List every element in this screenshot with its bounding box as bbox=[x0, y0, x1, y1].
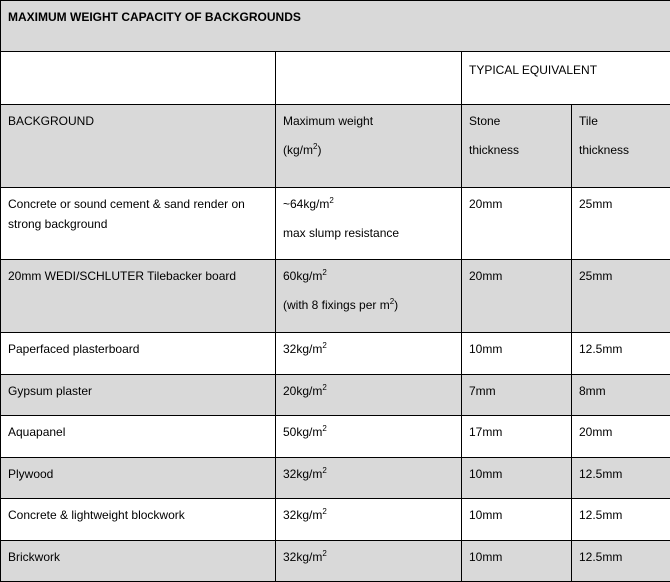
header-tile-sub: thickness bbox=[579, 140, 663, 160]
header-stone bbox=[462, 105, 572, 188]
cell-stone: 10mm bbox=[462, 541, 572, 582]
table-row bbox=[1, 260, 670, 333]
table-title-row bbox=[1, 1, 670, 52]
table-row bbox=[1, 188, 670, 260]
cell-weight: $\sim 64kg/m^2$ max slump resistance bbox=[276, 188, 462, 260]
cell-background: Paperfaced plasterboard bbox=[1, 333, 276, 375]
table-row bbox=[1, 416, 670, 458]
cell-tile: 12.5mm bbox=[572, 333, 670, 375]
cell-weight: $20kg/m^2$ bbox=[276, 375, 462, 416]
cell-background: 20mm WEDI/SCHLUTER Tilebacker board bbox=[1, 260, 276, 333]
header-tile bbox=[572, 105, 670, 188]
header-max-weight bbox=[276, 105, 462, 188]
cell-background: Concrete or sound cement & sand render on strong background bbox=[1, 188, 276, 260]
cell-weight: $60kg/m^2$ (with 8 fixings per $m^2$) bbox=[276, 260, 462, 333]
cell-background: Brickwork bbox=[1, 541, 276, 582]
table-row bbox=[1, 499, 670, 541]
cell-tile: 25mm bbox=[572, 188, 670, 260]
cell-stone: 20mm bbox=[462, 260, 572, 333]
column-header-row bbox=[1, 105, 670, 188]
cell-tile: 12.5mm bbox=[572, 541, 670, 582]
cell-background: Gypsum plaster bbox=[1, 375, 276, 416]
table-row bbox=[1, 375, 670, 416]
cell-weight: $50kg/m^2$ bbox=[276, 416, 462, 458]
header-background bbox=[1, 105, 276, 188]
header-tile-label: Tile bbox=[579, 114, 598, 128]
table-title: MAXIMUM WEIGHT CAPACITY OF BACKGROUNDS bbox=[1, 1, 670, 52]
cell-background: Aquapanel bbox=[1, 416, 276, 458]
cell-weight-note: max slump resistance bbox=[283, 223, 454, 243]
cell-weight: $32kg/m^2$ bbox=[276, 541, 462, 582]
table-row bbox=[1, 541, 670, 582]
cell-weight: $32kg/m^2$ bbox=[276, 499, 462, 541]
cell-stone: 17mm bbox=[462, 416, 572, 458]
cell-stone: 10mm bbox=[462, 499, 572, 541]
header-stone-label: Stone bbox=[469, 114, 500, 128]
cell-weight: $32kg/m^2$ bbox=[276, 458, 462, 499]
group-header-row bbox=[1, 52, 670, 105]
empty-cell bbox=[276, 52, 462, 105]
cell-tile: 25mm bbox=[572, 260, 670, 333]
header-stone-sub: thickness bbox=[469, 140, 564, 160]
cell-stone: 7mm bbox=[462, 375, 572, 416]
cell-stone: 20mm bbox=[462, 188, 572, 260]
cell-tile: 20mm bbox=[572, 416, 670, 458]
cell-tile: 8mm bbox=[572, 375, 670, 416]
cell-background: Plywood bbox=[1, 458, 276, 499]
cell-tile: 12.5mm bbox=[572, 458, 670, 499]
cell-weight: $32kg/m^2$ bbox=[276, 333, 462, 375]
cell-stone: 10mm bbox=[462, 458, 572, 499]
cell-tile: 12.5mm bbox=[572, 499, 670, 541]
cell-weight-note: (with 8 fixings per $m^2$) bbox=[283, 295, 454, 315]
cell-stone: 10mm bbox=[462, 333, 572, 375]
empty-cell bbox=[1, 52, 276, 105]
table-row bbox=[1, 458, 670, 499]
typical-equivalent-header: TYPICAL EQUIVALENT bbox=[462, 52, 670, 105]
cell-background: Concrete & lightweight blockwork bbox=[1, 499, 276, 541]
header-background-label: BACKGROUND bbox=[8, 114, 94, 128]
table-row bbox=[1, 333, 670, 375]
header-max-weight-unit: $(kg/m^2)$ bbox=[283, 140, 454, 160]
header-max-weight-label: Maximum weight bbox=[283, 114, 373, 128]
